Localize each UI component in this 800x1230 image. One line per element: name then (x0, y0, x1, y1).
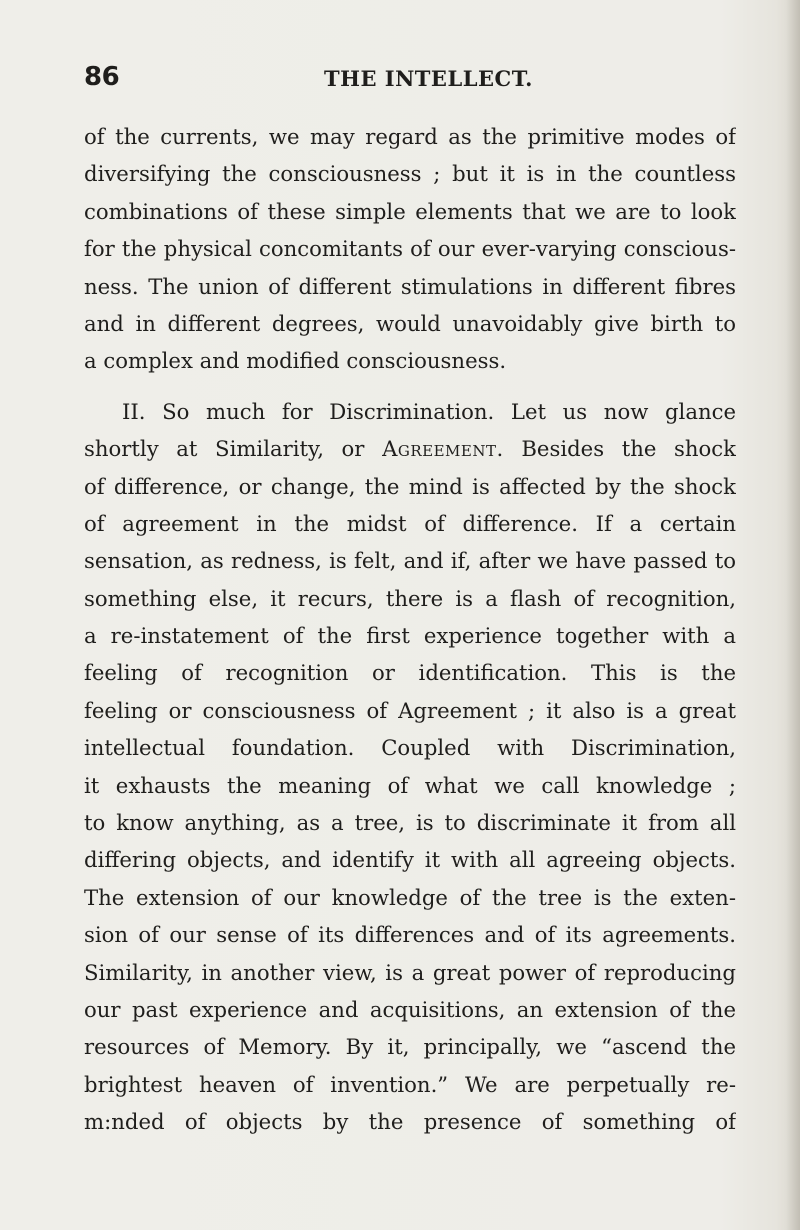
text-line: Similarity, in another view, is a great power of reproducing (84, 959, 736, 985)
text-line: our past experience and acquisitions, an extension of the (84, 996, 736, 1022)
text-line: feeling or consciousness of Agreement ; it also is a great (84, 697, 736, 723)
body-text (84, 118, 736, 1141)
text-line: sensation, as redness, is felt, and if, after we have passed to (84, 548, 736, 574)
text-line: of the currents, we may regard as the primitive modes of (84, 124, 736, 149)
text-line: a re-instatement of the first experience together with a (84, 623, 736, 649)
text-line: intellectual foundation. Coupled with Discrimination, (84, 735, 736, 761)
page-edge-shadow (786, 0, 800, 1230)
paragraph-2 (84, 393, 736, 1141)
text-line: something else, it recurs, there is a flash of recognition, (84, 585, 736, 611)
text-line: of difference, or change, the mind is affected by the shock (84, 473, 736, 499)
text-line: resources of Memory. By it, principally, we “ascend the (84, 1034, 736, 1060)
text-line: a complex and modified consciousness. (84, 348, 507, 374)
text-line: II. So much for Discrimination. Let us now glance (122, 398, 736, 424)
text-line (84, 430, 736, 467)
text-line: ness. The union of different stimulations in different fibres (84, 273, 736, 299)
paragraph-gap (84, 380, 736, 393)
page-number: 86 (84, 62, 120, 92)
text-line: for the physical concomitants of our ever-varying conscious- (84, 236, 736, 262)
text-line: combinations of these simple elements that we are to look (84, 198, 736, 224)
text-line: m:nded of objects by the presence of something of (84, 1109, 736, 1135)
text-run: Besides the shock (503, 436, 736, 462)
text-line: sion of our sense of its differences and of its agreements. (84, 922, 736, 948)
text-line: differing objects, and identify it with all agreeing objects. (84, 847, 736, 873)
page-header (84, 62, 734, 98)
text-line: brightest heaven of invention.” We are perpetually re- (84, 1071, 736, 1097)
text-line: feeling of recognition or identification. This is the (84, 660, 736, 686)
text-line: it exhausts the meaning of what we call knowledge ; (84, 772, 736, 798)
text-line: The extension of our knowledge of the tree is the exten- (84, 884, 736, 910)
text-run: shortly at Similarity, or (84, 436, 383, 462)
text-line: of agreement in the midst of difference. If a certain (84, 510, 736, 536)
running-head: THE INTELLECT. (324, 66, 533, 91)
text-line: and in different degrees, would unavoidably give birth to (84, 310, 736, 336)
small-caps-term: Agreement. (382, 436, 504, 462)
paragraph-1 (84, 118, 736, 380)
text-line: to know anything, as a tree, is to discriminate it from all (84, 810, 736, 836)
text-line: diversifying the consciousness ; but it is in the countless (84, 161, 736, 187)
